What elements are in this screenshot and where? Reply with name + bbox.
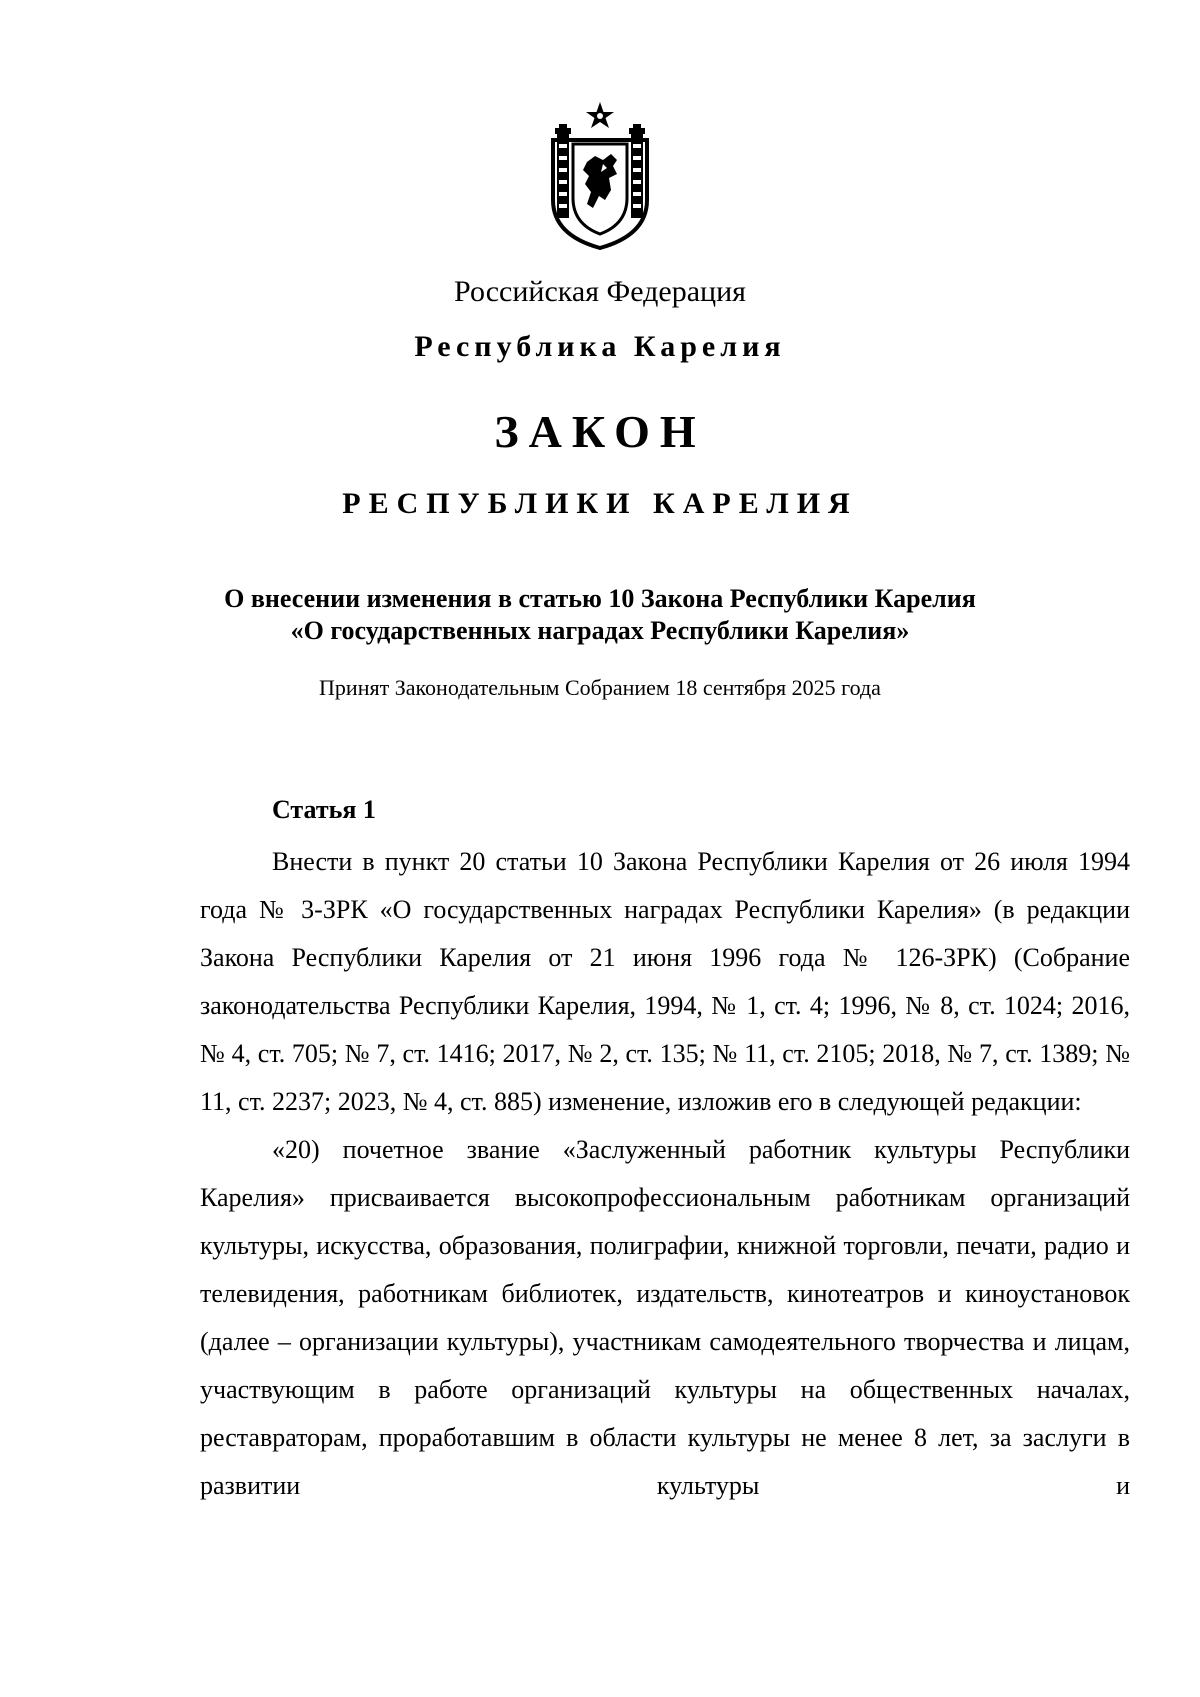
article-heading: Статья 1 [272,795,376,824]
law-title [0,583,1200,647]
document-type-heading: ЗАКОН [494,406,706,457]
law-title-line-2: «О государственных наградах Республики Карелия» [290,616,910,645]
republic-name: Республика Карелия [414,330,786,363]
adoption-note: Принят Законодательным Собранием 18 сентября 2025 года [319,675,881,700]
coat-of-arms-emblem [545,100,655,250]
article-paragraph-2: «20) почетное звание «Заслуженный работник культуры Республики Карелия» присваивается высокопрофессиональным работникам организаций культуры, искусства, образования, полиграфии, книжной торговли, печати, радио и телевидения, работникам библиотек, издательств, кинотеатров и киноустановок (далее – организации культуры), участникам самодеятельного творчества и лицам, участвующим в работе организаций культуры на общественных началах, реставраторам, проработавшим в области культуры не менее 8 лет, за заслуги в развитии культуры и [200,1135,1130,1500]
document-type-subheading: РЕСПУБЛИКИ КАРЕЛИЯ [342,487,858,520]
country-name: Российская Федерация [454,275,746,308]
law-title-line-1: О внесении изменения в статью 10 Закона Республики Карелия [224,584,976,613]
article-body [200,838,1130,1510]
article-paragraph-1: Внести в пункт 20 статьи 10 Закона Республики Карелия от 26 июля 1994 года № 3-ЗРК «О государственных наградах Республики Карелия» (в редакции Закона Республики Карелия от 21 июня 1996 года № 126-ЗРК) (Собрание законодательства Республики Карелия, 1994, № 1, ст. 4; 1996, № 8, ст. 1024; 2016, № 4, ст. 705; № 7, ст. 1416; 2017, № 2, ст. 135; № 11, ст. 2105; 2018, № 7, ст. 1389; № 11, ст. 2237; 2023, № 4, ст. 885) изменение, изложив его в следующей редакции: [200,847,1130,1116]
